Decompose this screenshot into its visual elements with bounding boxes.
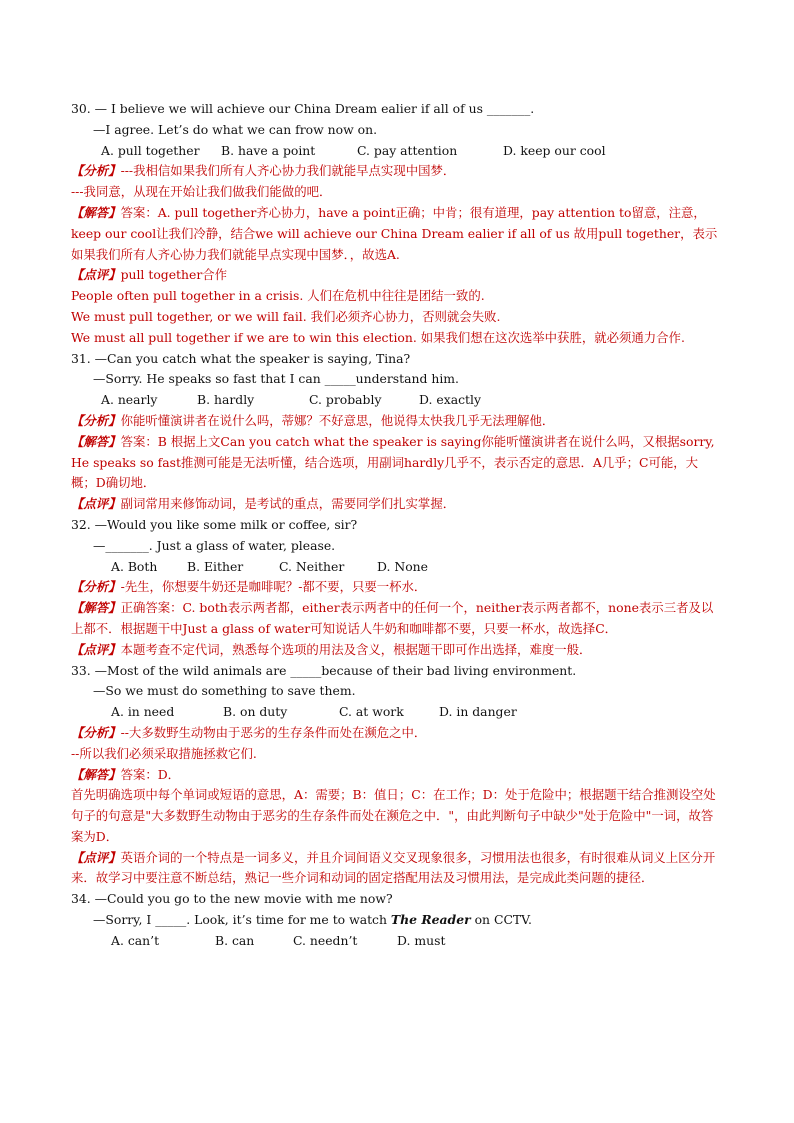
q30-option-a: A. pull together (101, 142, 200, 158)
q31-reply: —Sorry. He speaks so fast that I can _____understand him. (93, 371, 459, 387)
q32-option-a: A. Both (111, 558, 158, 574)
q34-option-a: A. can’t (111, 932, 160, 948)
q31-option-d: D. exactly (419, 392, 481, 408)
q30-example-2: We must pull together, or we will fail. 我们必须齐心协力，否则就会失败. (71, 308, 501, 324)
q31-option-c: C. probably (309, 392, 382, 408)
q31-option-b: B. hardly (197, 392, 255, 408)
q33-comment: 【点评】英语介词的一个特点是一词多义，并且介词间语义交叉现象很多，习惯用法也很多，有时很难从词义上区分开来．故学习中要注意不断总结，熟记一些介词和动词的固定搭配用法及习惯用法，是完成此类问题的捷径． (71, 849, 716, 886)
q33-option-d: D. in danger (439, 704, 517, 720)
q34-movie-title: The Reader (390, 912, 471, 928)
q30-reply: —I agree. Let’s do what we can frow now on. (93, 121, 378, 137)
q33-reply: —So we must do something to save them. (93, 683, 356, 699)
q30-stem: 30. — I believe we will achieve our China Dream ealier if all of us _______. (71, 101, 535, 116)
q30-analysis: 【分析】---我相信如果我们所有人齐心协力我们就能早点实现中国梦． (71, 163, 456, 179)
q31-analysis: 【分析】你能听懂演讲者在说什么吗，蒂娜？不好意思，他说得太快我几乎无法理解他． (71, 412, 555, 428)
q30-option-d: D. keep our cool (503, 142, 606, 158)
q30-example-1: People often pull together in a crisis. 人们在危机中往往是团结一致的. (71, 288, 485, 304)
q32-option-d: D. None (377, 558, 428, 574)
q33-option-c: C. at work (339, 704, 404, 720)
q33-options (71, 702, 721, 723)
q32-options (71, 557, 721, 578)
q34-option-c: C. needn’t (293, 932, 358, 948)
q30-option-b: B. have a point (221, 142, 316, 158)
q32-answer: 【解答】正确答案：C. both表示两者都，either表示两者中的任何一个，neither表示两者都不，none表示三者及以上都不．根据题干中Just a glass of water可知说话人牛奶和咖啡都不要，只要一杯水，故选择C． (71, 600, 714, 636)
q32-reply: —_______. Just a glass of water, please. (93, 537, 336, 553)
q31-options (71, 390, 721, 411)
q31-answer: 【解答】答案：B 根据上文Can you catch what the speaker is saying你能听懂演讲者在说什么吗，又根据sorry, He speaks so fast推测可能是无法听懂，结合选项，用副词hardly几乎不，表示否定的意思．A几乎；C可能，大概；D确切地． (71, 433, 715, 491)
q31-option-a: A. nearly (101, 392, 158, 408)
q33-answer: 【解答】答案：D． (71, 766, 181, 782)
q32-option-b: B. Either (187, 558, 244, 574)
q32-analysis: 【分析】-先生，你想要牛奶还是咖啡呢？-都不要，只要一杯水． (71, 579, 427, 595)
q33-analysis: 【分析】--大多数野生动物由于恶劣的生存条件而处在濒危之中． (71, 724, 427, 740)
q33-analysis-2: --所以我们必须采取措施拯救它们. (71, 745, 257, 761)
q30-example-3: We must all pull together if we are to win this election. 如果我们想在这次选举中获胜，就必须通力合作. (71, 329, 685, 345)
q30-option-c: C. pay attention (357, 142, 458, 158)
q34-stem: 34. —Could you go to the new movie with me now? (71, 891, 393, 907)
q33-option-a: A. in need (111, 704, 175, 720)
q33-stem: 33. —Most of the wild animals are _____because of their bad living environment. (71, 662, 577, 678)
q34-options (71, 931, 721, 952)
q32-option-c: C. Neither (279, 558, 345, 574)
q31-comment: 【点评】副词常用来修饰动词，是考试的重点，需要同学们扎实掌握． (71, 496, 456, 512)
q32-comment: 【点评】本题考查不定代词，熟悉每个选项的用法及含义，根据题干即可作出选择，难度一般． (71, 641, 592, 657)
q32-stem: 32. —Would you like some milk or coffee, sir? (71, 516, 358, 532)
q33-option-b: B. on duty (223, 704, 288, 720)
q34-option-d: D. must (397, 932, 446, 948)
q30-answer: 【解答】答案：A. pull together齐心协力，have a point正确；中肯；很有道理，pay attention to留意，注意，keep our cool让我们冷静，结合we will achieve our China Dream ealier if all of us 故用pull together，表示如果我们所有人齐心协力我们就能早点实现中国梦．，故选A. (71, 204, 718, 262)
q30-comment: 【点评】pull together合作 (71, 267, 228, 283)
q31-stem: 31. —Can you catch what the speaker is saying, Tina? (71, 350, 411, 366)
document-page (71, 99, 721, 952)
q30-analysis-2: ---我同意，从现在开始让我们做我们能做的吧． (71, 184, 332, 200)
q30-options (71, 141, 721, 162)
q33-answer-detail: 首先明确选项中每个单词或短语的意思，A：需要；B：值日；C：在工作；D：处于危险中；根据题干结合推测设空处句子的句意是"大多数野生动物由于恶劣的生存条件而处在濒危之中．"，由此判断句子中缺少"处于危险中"一词，故答案为D． (71, 787, 716, 844)
q34-reply: —Sorry, I _____. Look, it’s time for me to watch The Reader on CCTV. (93, 912, 532, 928)
q34-option-b: B. can (215, 932, 255, 948)
